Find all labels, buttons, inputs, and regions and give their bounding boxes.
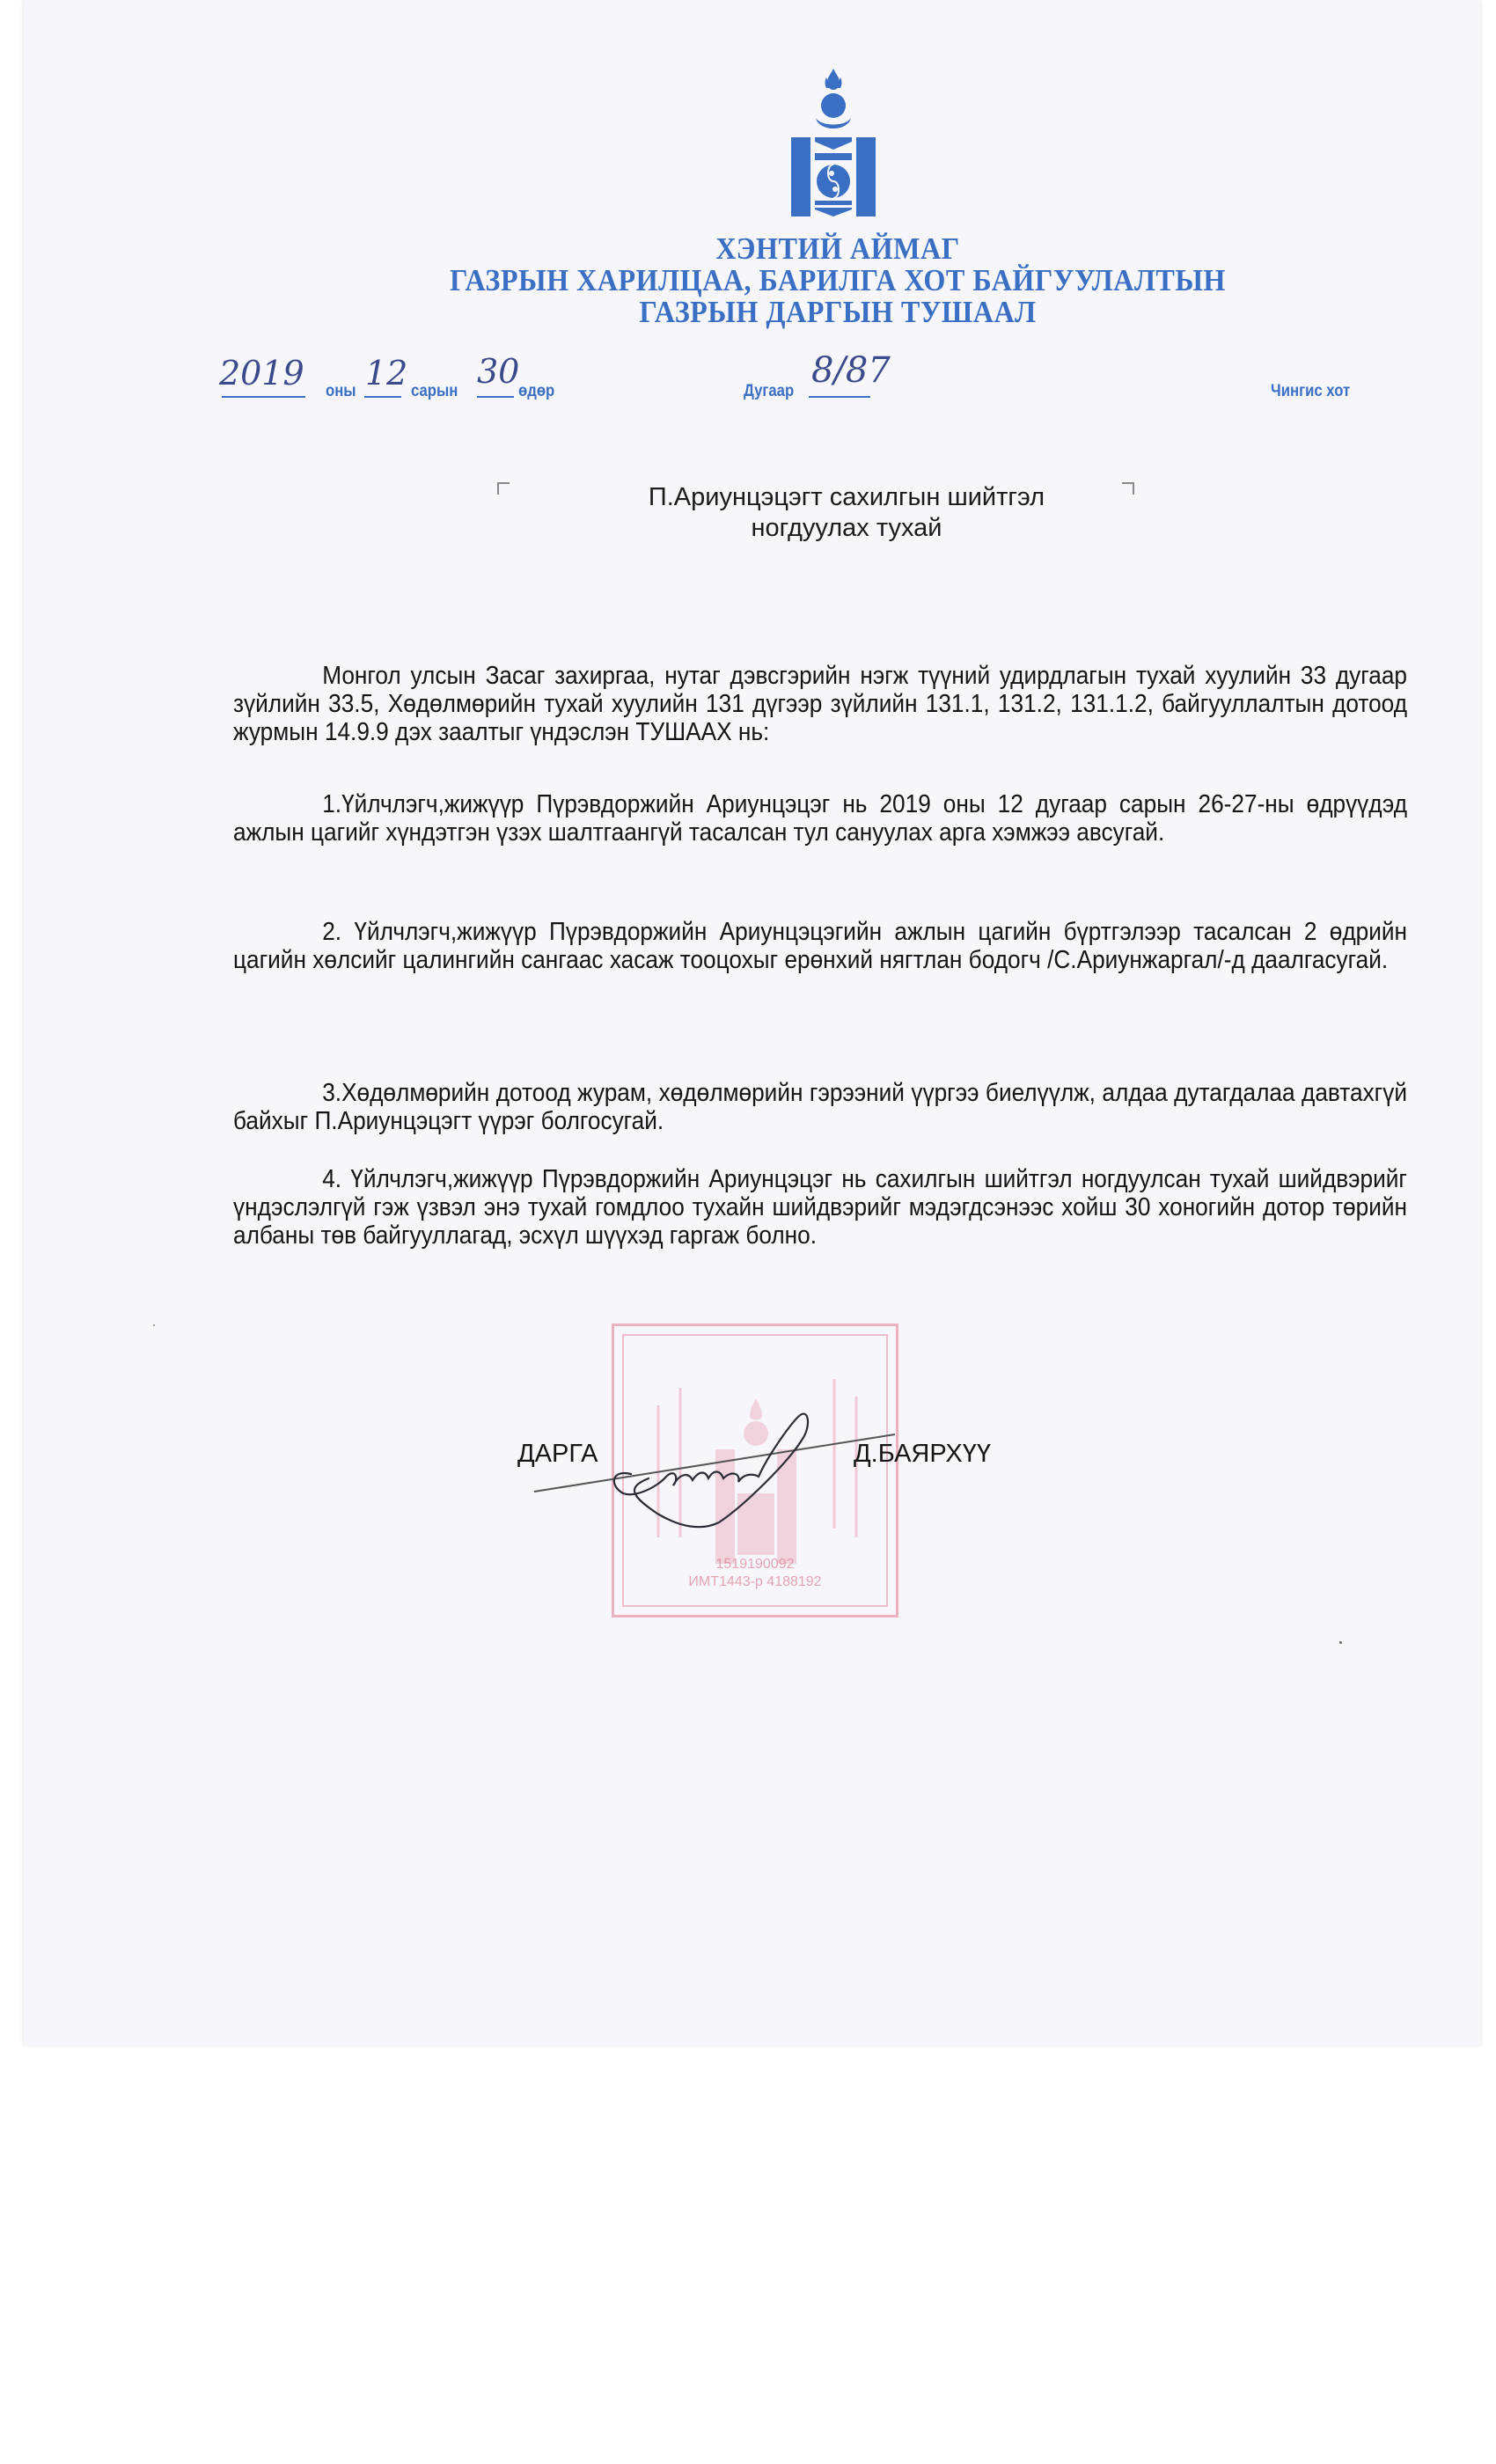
order-item-1: 1.Үйлчлэгч,жижүүр Пүрэвдоржийн Ариунцэцэг нь 2019 оны 12 дугаар сарын 26-27-ны өдрүүдэд ажлын цагийг хүндэтгэн үзэх шалтгаангүй тасалсан тул сануулах арга хэмжээ авсугай.	[233, 790, 1408, 847]
date-line	[24, 352, 1480, 414]
scan-speck	[153, 1324, 155, 1326]
year-label: оны	[326, 382, 356, 400]
header-line-aimag: ХЭНТИЙ АЙМАГ	[715, 231, 960, 266]
handwritten-day: 30	[477, 352, 520, 391]
header-line-department: ГАЗРЫН ХАРИЛЦАА, БАРИЛГА ХОТ БАЙГУУЛАЛТЫН	[450, 263, 1226, 297]
order-number-underline	[809, 396, 870, 398]
handwritten-year: 2019	[219, 354, 304, 392]
stamp-certificate-number: ИМТ1443-р 4188192	[688, 1574, 822, 1589]
order-item-3: 3.Хөдөлмөрийн дотоод журам, хөдөлмөрийн гэрээний үүргээ биелүүлж, алдаа дутагдалаа давтахгүй байхыг П.Ариунцэцэгт үүрэг болгосугай.	[233, 1079, 1408, 1135]
handwritten-order-number: 8/87	[811, 350, 891, 391]
handwritten-signature-icon	[525, 1390, 895, 1531]
handwritten-month: 12	[365, 354, 408, 392]
order-item-4: 4. Үйлчлэгч,жижүүр Пүрэвдоржийн Ариунцэцэг нь сахилгын шийтгэл ногдуулсан тухай шийдвэрийг үндэслэлгүй гэж үзвэл энэ тухай гомдлоо тухайн шийдвэрийг мэдэгдсэнээс хойш 30 хоногийн дотор төрийн албаны төв байгууллагад, эсхүл шүүхэд гаргаж болно.	[233, 1165, 1408, 1250]
subject-line-1: П.Ариунцэцэгт сахилгын шийтгэл	[648, 483, 1045, 511]
signatory-name: Д.БАЯРХҮҮ	[854, 1440, 992, 1468]
order-number-label: Дугаар	[744, 382, 795, 400]
order-item-2: 2. Үйлчлэгч,жижүүр Пүрэвдоржийн Ариунцэцэгийн ажлын цагийн бүртгэлээр тасалсан 2 өдрийн цагийн хөлсийг цалингийн сангаас хасаж тооцохыг ерөнхий нягтлан бодогч /С.Ариунжаргал/-д даалгасугай.	[233, 918, 1408, 974]
scan-speck	[1339, 1641, 1342, 1644]
preamble-paragraph: Монгол улсын Засаг захиргаа, нутаг дэвсгэрийн нэгж түүний удирдлагын тухай хуулийн 33 дугаар зүйлийн 33.5, Хөдөлмөрийн тухай хуулийн 131 дүгээр зүйлийн 131.1, 131.2, 131.1.2, байгууллалтын дотоод журмын 14.9.9 дэх заалтыг үндэслэн ТУШААХ нь:	[233, 662, 1408, 746]
day-label: өдөр	[518, 382, 555, 400]
city-label: Чингис хот	[1271, 382, 1351, 400]
signatory-title: ДАРГА	[517, 1440, 598, 1468]
month-label: сарын	[411, 382, 458, 400]
month-underline	[364, 396, 401, 398]
soyombo-emblem-icon	[791, 69, 876, 216]
subject-line-2: ногдуулах тухай	[751, 514, 942, 542]
scanned-document-page	[24, 0, 1480, 2046]
stamp-registration-number: 1519190092	[715, 1557, 795, 1572]
day-underline	[477, 396, 514, 398]
year-underline	[222, 396, 305, 398]
header-line-order-title: ГАЗРЫН ДАРГЫН ТУШААЛ	[639, 295, 1037, 329]
